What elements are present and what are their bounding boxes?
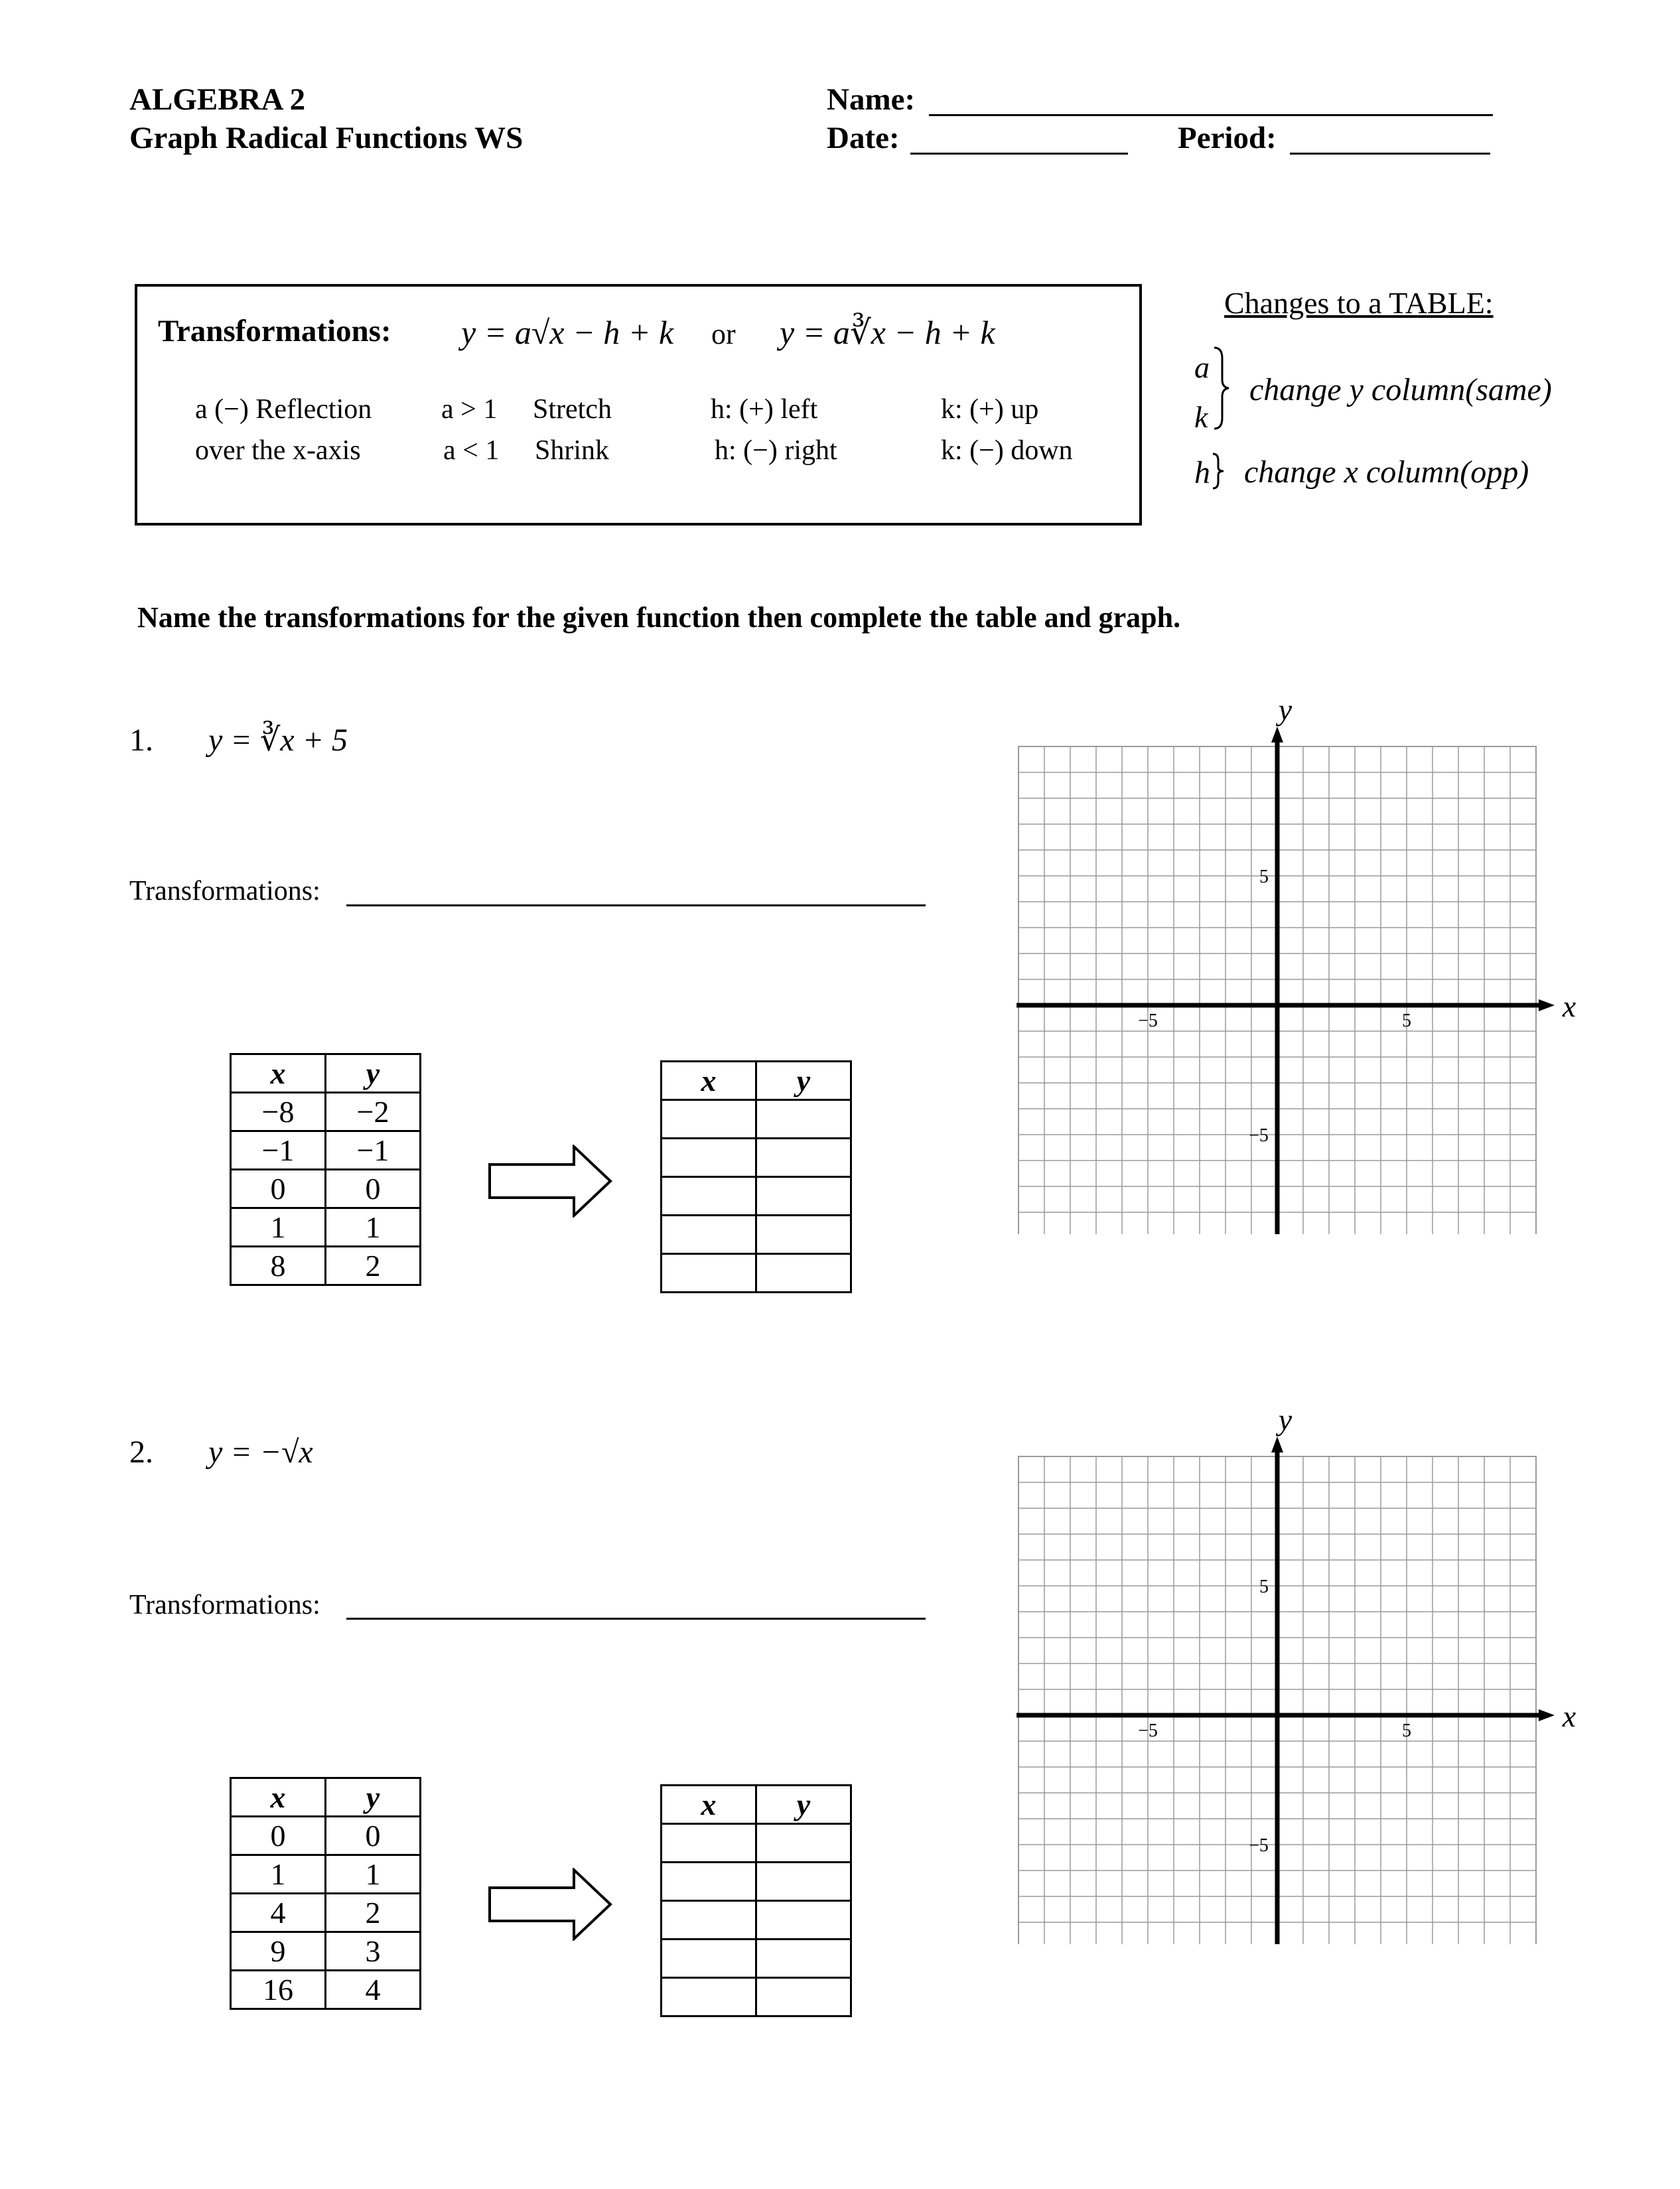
name-label: Name:	[827, 82, 916, 117]
answer-cell[interactable]	[662, 1139, 756, 1177]
given-table	[230, 1777, 421, 2010]
answer-cell[interactable]	[756, 1863, 851, 1901]
course-title: ALGEBRA 2	[129, 82, 306, 117]
cell-y: 1	[326, 1208, 421, 1247]
table-row	[231, 1817, 421, 1855]
a-greater-rule: a > 1	[441, 394, 498, 425]
h-negative-rule: h: (−) right	[715, 435, 837, 466]
k-negative-rule: k: (−) down	[941, 435, 1073, 466]
problem-function: y = ∛x + 5	[208, 723, 348, 758]
tick-label-y-neg: −5	[1249, 1125, 1269, 1146]
h-positive-rule: h: (+) left	[711, 394, 818, 425]
table-header-row	[662, 1786, 851, 1824]
answer-cell[interactable]	[662, 1254, 756, 1293]
y-axis-label: y	[1278, 703, 1293, 727]
table-row[interactable]	[662, 1978, 851, 2016]
tick-label-y-pos: 5	[1259, 1577, 1269, 1597]
answer-table	[660, 1784, 852, 2017]
table-row[interactable]	[662, 1139, 851, 1177]
answer-cell[interactable]	[756, 1177, 851, 1216]
answer-cell[interactable]	[662, 1940, 756, 1978]
shrink-label: Shrink	[535, 435, 610, 466]
table-header-row	[662, 1062, 851, 1100]
y-axis-label: y	[1278, 1413, 1293, 1437]
cell-y: 1	[326, 1855, 421, 1894]
table-row[interactable]	[662, 1940, 851, 1978]
cell-y: 4	[326, 1971, 421, 2009]
problem-number: 1.	[129, 723, 153, 758]
a-less-rule: a < 1	[443, 435, 500, 466]
tick-label-x-neg: −5	[1138, 1721, 1158, 1741]
ak-rule: change y column(same)	[1249, 372, 1552, 407]
cell-x: 1	[231, 1208, 326, 1247]
cell-x: −8	[231, 1093, 326, 1131]
date-field[interactable]	[910, 153, 1128, 155]
transformations-answer-line[interactable]	[346, 1618, 926, 1620]
instructions: Name the transformations for the given function then complete the table and graph.	[137, 601, 1181, 634]
tick-label-y-pos: 5	[1259, 867, 1269, 887]
x-axis-arrow-icon	[1539, 999, 1555, 1011]
y-axis-arrow-icon	[1271, 727, 1283, 742]
transformations-answer-line[interactable]	[346, 904, 926, 906]
problem-number: 2.	[129, 1435, 153, 1470]
table-row[interactable]	[662, 1100, 851, 1139]
tick-label-y-neg: −5	[1249, 1835, 1269, 1856]
a-negative-rule: a (−) Reflection	[195, 394, 372, 425]
cell-x: 0	[231, 1817, 326, 1855]
k-positive-rule: k: (+) up	[941, 394, 1039, 425]
brace-icon	[1212, 345, 1231, 431]
answer-cell[interactable]	[756, 1254, 851, 1293]
answer-cell[interactable]	[756, 1216, 851, 1254]
h-rule: change x column(opp)	[1244, 455, 1529, 490]
cell-x: 4	[231, 1894, 326, 1932]
cell-y: 3	[326, 1932, 421, 1971]
x-axis-label: x	[1562, 989, 1576, 1023]
table-row[interactable]	[662, 1863, 851, 1901]
transformations-title: Transformations:	[158, 314, 391, 348]
answer-cell[interactable]	[662, 1216, 756, 1254]
cell-x: 1	[231, 1855, 326, 1894]
table-row	[231, 1093, 421, 1131]
worksheet-title: Graph Radical Functions WS	[129, 121, 524, 155]
x-axis-label: x	[1562, 1699, 1576, 1733]
answer-cell[interactable]	[756, 1100, 851, 1139]
a-symbol: a	[1194, 350, 1210, 384]
table-row	[231, 1247, 421, 1285]
answer-cell[interactable]	[756, 1901, 851, 1940]
formula-cbrt: y = a∛x − h + k	[780, 314, 995, 351]
cell-x: 16	[231, 1971, 326, 2009]
or-label: or	[711, 318, 736, 350]
answer-cell[interactable]	[662, 1978, 756, 2016]
table-row	[231, 1894, 421, 1932]
brace-small-icon	[1210, 451, 1226, 491]
answer-cell[interactable]	[662, 1824, 756, 1863]
transformations-label: Transformations:	[129, 1590, 320, 1620]
answer-cell[interactable]	[756, 1824, 851, 1863]
cell-x: 8	[231, 1247, 326, 1285]
header-x: x	[231, 1778, 326, 1817]
table-row	[231, 1208, 421, 1247]
h-symbol: h	[1194, 455, 1210, 490]
tick-label-x-pos: 5	[1402, 1011, 1411, 1031]
stretch-label: Stretch	[533, 394, 612, 425]
answer-cell[interactable]	[662, 1863, 756, 1901]
table-row	[231, 1170, 421, 1208]
answer-table	[660, 1060, 852, 1293]
coordinate-grid[interactable]	[995, 1413, 1579, 1944]
table-header-row	[231, 1778, 421, 1817]
header-y: y	[756, 1062, 851, 1100]
transformations-label: Transformations:	[129, 876, 320, 906]
cell-x: −1	[231, 1131, 326, 1170]
table-changes-title: Changes to a TABLE:	[1224, 286, 1494, 320]
answer-cell[interactable]	[662, 1177, 756, 1216]
answer-cell[interactable]	[756, 1978, 851, 2016]
table-header-row	[231, 1054, 421, 1093]
y-axis-arrow-icon	[1271, 1437, 1283, 1452]
table-row	[231, 1855, 421, 1894]
tick-label-x-pos: 5	[1402, 1721, 1411, 1741]
period-label: Period:	[1178, 121, 1277, 155]
answer-cell[interactable]	[756, 1139, 851, 1177]
a-negative-rule-cont: over the x-axis	[195, 435, 361, 466]
header-y: y	[326, 1054, 421, 1093]
header-x: x	[231, 1054, 326, 1093]
cell-y: −2	[326, 1093, 421, 1131]
answer-cell[interactable]	[756, 1940, 851, 1978]
date-label: Date:	[827, 121, 900, 155]
cell-x: 9	[231, 1932, 326, 1971]
table-row	[231, 1932, 421, 1971]
right-arrow-icon	[488, 1868, 614, 1941]
k-symbol: k	[1194, 400, 1208, 434]
table-row[interactable]	[662, 1824, 851, 1863]
name-field[interactable]	[929, 114, 1493, 116]
cell-y: 0	[326, 1170, 421, 1208]
header-x: x	[662, 1062, 756, 1100]
cell-y: 0	[326, 1817, 421, 1855]
cell-x: 0	[231, 1170, 326, 1208]
coordinate-grid[interactable]	[995, 703, 1579, 1234]
table-row	[231, 1131, 421, 1170]
problem-function: y = −√x	[208, 1435, 313, 1470]
table-row[interactable]	[662, 1901, 851, 1940]
table-row	[231, 1971, 421, 2009]
cell-y: 2	[326, 1247, 421, 1285]
period-field[interactable]	[1290, 153, 1490, 155]
formula-sqrt: y = a√x − h + k	[461, 314, 674, 351]
right-arrow-icon	[488, 1145, 614, 1218]
x-axis-arrow-icon	[1539, 1709, 1555, 1721]
header-y: y	[756, 1786, 851, 1824]
cell-y: 2	[326, 1894, 421, 1932]
answer-cell[interactable]	[662, 1100, 756, 1139]
cell-y: −1	[326, 1131, 421, 1170]
table-row[interactable]	[662, 1254, 851, 1293]
header-y: y	[326, 1778, 421, 1817]
given-table	[230, 1053, 421, 1286]
table-row[interactable]	[662, 1216, 851, 1254]
header-x: x	[662, 1786, 756, 1824]
table-row[interactable]	[662, 1177, 851, 1216]
answer-cell[interactable]	[662, 1901, 756, 1940]
tick-label-x-neg: −5	[1138, 1011, 1158, 1031]
